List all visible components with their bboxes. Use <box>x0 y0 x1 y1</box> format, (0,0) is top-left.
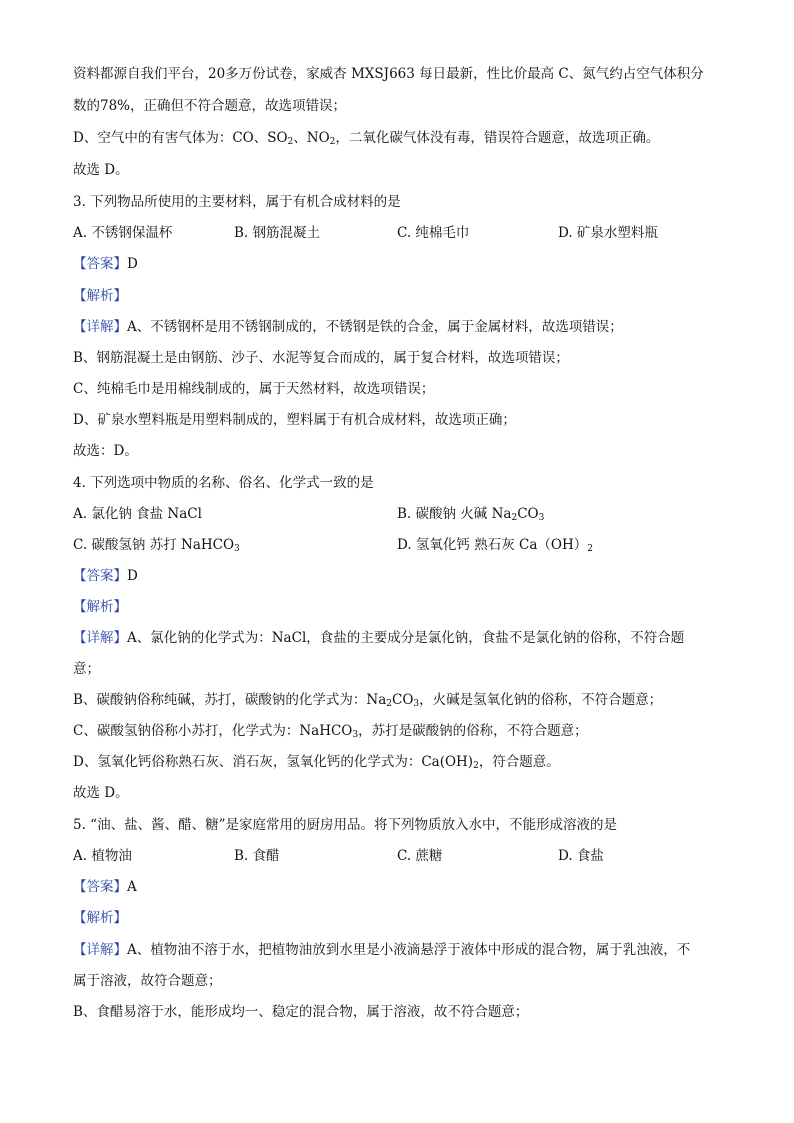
text-line: 故选 D。 <box>73 162 129 178</box>
answer-value: A <box>127 879 137 895</box>
text-segment: B、碳酸钠俗称纯碱，苏打，碳酸钠的化学式为：Na <box>73 692 387 708</box>
text-segment: CO <box>392 692 414 708</box>
detail-text: A、植物油不溶于水，把植物油放到水里是小液滴悬浮于液体中形成的混合物，属于乳浊液，不 <box>127 942 691 958</box>
text-line: 故选：D。 <box>73 443 138 459</box>
subscript: 2 <box>511 513 518 523</box>
text-segment: C. 碳酸氢钠 苏打 NaHCO <box>73 537 235 553</box>
q5-answer <box>73 877 137 897</box>
text-segment: ，二氧化碳气体没有毒，错误符合题意，故选项正确。 <box>335 130 660 146</box>
text-segment: B. 碳酸钠 火碱 Na <box>397 506 512 522</box>
text-line <box>73 690 662 710</box>
subscript: 2 <box>329 137 336 147</box>
q3-analysis-tag: 【解析】 <box>73 288 127 304</box>
q3-detail <box>73 317 623 337</box>
q5-option-d: D. 食盐 <box>558 848 604 864</box>
q4-answer <box>73 566 138 586</box>
detail-tag: 【详解】 <box>73 319 127 335</box>
text-line: 属于溶液，故符合题意； <box>73 973 222 989</box>
subscript: 2 <box>473 761 479 771</box>
answer-tag: 【答案】 <box>73 879 127 895</box>
answer-value: D <box>127 568 138 584</box>
text-line: 故选 D。 <box>73 785 129 801</box>
q3-option-c: C. 纯棉毛巾 <box>397 225 470 241</box>
text-line: B、食醋易溶于水，能形成均一、稳定的混合物，属于溶液，故不符合题意； <box>73 1004 529 1020</box>
detail-text: A、不锈钢杯是用不锈钢制成的，不锈钢是铁的合金，属于金属材料，故选项错误； <box>127 319 623 335</box>
q5-option-b: B. 食醋 <box>234 848 280 864</box>
text-segment: 、NO <box>293 130 330 146</box>
answer-value: D <box>127 256 138 272</box>
question-3-stem: 3. 下列物品所使用的主要材料，属于有机合成材料的是 <box>73 194 401 210</box>
answer-tag: 【答案】 <box>73 568 127 584</box>
text-line: 数的78%，正确但不符合题意，故选项错误； <box>73 98 347 114</box>
subscript: 2 <box>587 544 593 554</box>
answer-tag: 【答案】 <box>73 256 127 272</box>
text-segment: ，苏打是碳酸钠的俗称，不符合题意； <box>358 723 588 739</box>
q4-option-d <box>397 535 593 555</box>
text-line <box>73 752 560 772</box>
subscript: 3 <box>234 544 240 554</box>
text-line <box>73 128 659 148</box>
text-line <box>73 721 588 741</box>
q4-option-b <box>397 504 544 524</box>
q3-option-b: B. 钢筋混凝土 <box>234 225 321 241</box>
detail-text: A、氯化钠的化学式为：NaCl，食盐的主要成分是氯化钠，食盐不是氯化钠的俗称，不符合题 <box>127 630 685 646</box>
q5-option-c: C. 蔗糖 <box>397 848 443 864</box>
subscript: 2 <box>287 137 294 147</box>
detail-tag: 【详解】 <box>73 630 127 646</box>
text-line: 资料都源自我们平台，20多万份试卷，家威杏 MXSJ663 每日最新，性比价最高 C、氮气约占空气体积分 <box>73 66 704 82</box>
text-segment: D. 氢氧化钙 熟石灰 Ca（OH） <box>397 537 588 553</box>
q4-detail <box>73 628 684 648</box>
subscript: 3 <box>352 730 359 740</box>
q3-option-a: A. 不锈钢保温杯 <box>73 225 173 241</box>
q5-analysis-tag: 【解析】 <box>73 910 127 926</box>
text-segment: ，火碱是氢氧化钠的俗称，不符合题意； <box>419 692 663 708</box>
text-line: C、纯棉毛巾是用棉线制成的，属于天然材料，故选项错误； <box>73 381 435 397</box>
text-segment: D、氢氧化钙俗称熟石灰、消石灰，氢氧化钙的化学式为：Ca(OH) <box>73 754 474 770</box>
q5-detail <box>73 940 690 960</box>
text-line: B、钢筋混凝土是由钢筋、沙子、水泥等复合而成的，属于复合材料，故选项错误； <box>73 350 569 366</box>
question-5-stem: 5. “油、盐、酱、醋、糖”是家庭常用的厨房用品。将下列物质放入水中，不能形成溶液的是 <box>73 817 617 833</box>
q4-analysis-tag: 【解析】 <box>73 599 127 615</box>
text-line: 意； <box>73 661 100 677</box>
q3-option-d: D. 矿泉水塑料瓶 <box>558 225 658 241</box>
text-segment: D、空气中的有害气体为：CO、SO <box>73 130 288 146</box>
subscript: 2 <box>386 699 393 709</box>
subscript: 3 <box>538 513 545 523</box>
detail-tag: 【详解】 <box>73 942 127 958</box>
question-4-stem: 4. 下列选项中物质的名称、俗名、化学式一致的是 <box>73 475 374 491</box>
text-segment: ，符合题意。 <box>478 754 560 770</box>
q3-answer <box>73 254 138 274</box>
text-segment: C、碳酸氢钠俗称小苏打，化学式为：NaHCO <box>73 723 353 739</box>
subscript: 3 <box>413 699 420 709</box>
q5-option-a: A. 植物油 <box>73 848 132 864</box>
q4-option-a: A. 氯化钠 食盐 NaCl <box>73 506 202 522</box>
text-segment: CO <box>517 506 539 522</box>
q4-option-c <box>73 535 240 555</box>
text-line: D、矿泉水塑料瓶是用塑料制成的，塑料属于有机合成材料，故选项正确； <box>73 412 516 428</box>
